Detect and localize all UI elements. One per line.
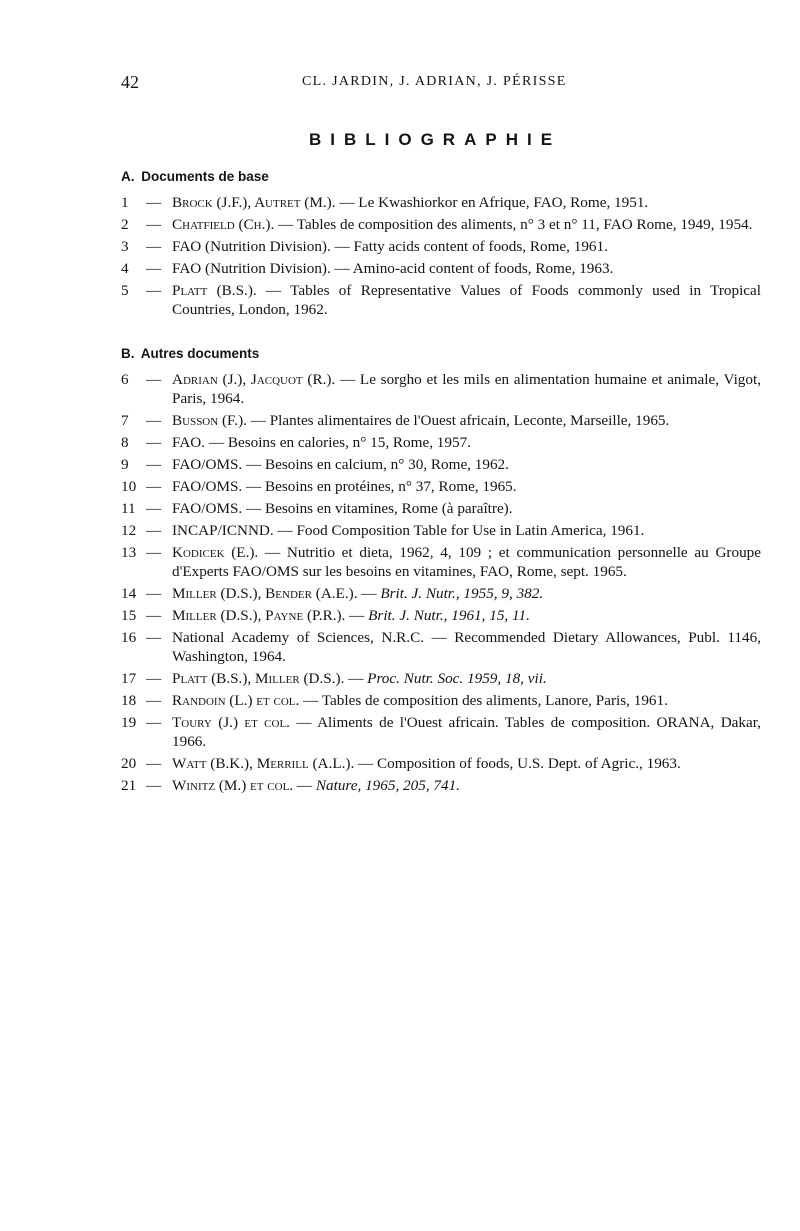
reference-number: 16 <box>121 629 137 646</box>
reference-item: 11 — FAO/OMS. — Besoins en vitamines, Rome (à paraître). <box>121 500 513 517</box>
reference-number: 1 <box>121 194 129 211</box>
page-title: BIBLIOGRAPHIE <box>308 130 562 149</box>
page-header <box>121 72 761 94</box>
reference-text: INCAP/ICNND. — Food Composition Table for Use in Latin America, 1961. <box>172 522 645 539</box>
reference-authors: Adrian (J.), Jacquot (R.). <box>172 371 336 388</box>
reference-authors: Watt (B.K.), Merrill (A.L.). <box>172 755 355 772</box>
reference-item: 10 — FAO/OMS. — Besoins en protéines, n° 37, Rome, 1965. <box>121 478 517 495</box>
reference-item: 6 — Adrian (J.), Jacquot (R.). — Le sorgho et les mils en alimentation humaine et animale, Vigot, Paris, 1964. <box>121 371 762 407</box>
reference-number: 10 <box>121 478 137 495</box>
reference-item: 16 — National Academy of Sciences, N.R.C. — Recommended Dietary Allowances, Publ. 1146, Washington, 1964. <box>121 629 761 665</box>
reference-text: Brit. J. Nutr., 1955, 9, 382. <box>380 585 544 602</box>
reference-authors: Miller (D.S.), Bender (A.E.). <box>172 585 358 602</box>
reference-list-b <box>121 370 761 798</box>
reference-text: Nature, 1965, 205, 741. <box>315 777 461 794</box>
reference-item: 4 — FAO (Nutrition Division). — Amino-acid content of foods, Rome, 1963. <box>121 260 614 277</box>
reference-number: 12 <box>121 522 137 539</box>
reference-authors: Miller (D.S.), Payne (P.R.). <box>172 607 346 624</box>
reference-number: 5 <box>121 282 129 299</box>
section-heading-text: Autres documents <box>140 346 260 361</box>
reference-number: 20 <box>121 755 137 772</box>
reference-text: Tables de composition des aliments, Lanore, Paris, 1961. <box>321 692 668 709</box>
reference-text: Aliments de l'Ouest africain. Tables de composition. ORANA, Dakar, 1966. <box>172 714 761 750</box>
reference-authors: Platt (B.S.). <box>172 282 257 299</box>
reference-item: 14 — Miller (D.S.), Bender (A.E.). — Brit. J. Nutr., 1955, 9, 382. <box>121 585 544 602</box>
reference-item: 12 — INCAP/ICNND. — Food Composition Table for Use in Latin America, 1961. <box>121 522 645 539</box>
section-heading-a <box>121 169 269 184</box>
reference-number: 21 <box>121 777 137 794</box>
reference-number: 3 <box>121 238 129 255</box>
reference-number: 14 <box>121 585 137 602</box>
reference-text: Plantes alimentaires de l'Ouest africain, Leconte, Marseille, 1965. <box>269 412 670 429</box>
reference-authors: Toury (J.) et col. <box>172 714 290 731</box>
reference-item: 8 — FAO. — Besoins en calories, n° 15, Rome, 1957. <box>121 434 471 451</box>
section-heading-text: Documents de base <box>141 169 269 184</box>
reference-item: 9 — FAO/OMS. — Besoins en calcium, n° 30, Rome, 1962. <box>121 456 509 473</box>
reference-number: 17 <box>121 670 137 687</box>
reference-text: Le Kwashiorkor en Afrique, FAO, Rome, 1951. <box>358 194 649 211</box>
reference-item: 7 — Busson (F.). — Plantes alimentaires de l'Ouest africain, Leconte, Marseille, 1965. <box>121 412 670 429</box>
reference-item: 1 — Brock (J.F.), Autret (M.). — Le Kwashiorkor en Afrique, FAO, Rome, 1951. <box>121 194 649 211</box>
reference-text: FAO/OMS. — Besoins en calcium, n° 30, Rome, 1962. <box>172 456 509 473</box>
reference-number: 2 <box>121 216 129 233</box>
reference-text: Proc. Nutr. Soc. 1959, 18, vii. <box>367 670 547 687</box>
reference-item: 3 — FAO (Nutrition Division). — Fatty acids content of foods, Rome, 1961. <box>121 238 608 255</box>
reference-authors: Kodicek (E.). <box>172 544 259 561</box>
reference-authors: Brock (J.F.), Autret (M.). <box>172 194 336 211</box>
reference-number: 9 <box>121 456 129 473</box>
reference-text: Tables of Representative Values of Foods commonly used in Tropical Countries, London, 1962. <box>172 282 761 318</box>
reference-text: Brit. J. Nutr., 1961, 15, 11. <box>368 607 530 624</box>
section-label: A. <box>121 169 135 184</box>
reference-item: 19 — Toury (J.) et col. — Aliments de l'Ouest africain. Tables de composition. ORANA, Dakar, 1966. <box>121 714 761 750</box>
reference-number: 19 <box>121 714 137 731</box>
section-label: B. <box>121 346 135 361</box>
running-head: CL. JARDIN, J. ADRIAN, J. PÉRISSE <box>302 74 567 89</box>
page-number: 42 <box>121 72 139 92</box>
reference-number: 11 <box>121 500 136 517</box>
reference-text: Tables de composition des aliments, n° 3 et n° 11, FAO Rome, 1949, 1954. <box>296 216 753 233</box>
reference-text: FAO/OMS. — Besoins en protéines, n° 37, Rome, 1965. <box>172 478 517 495</box>
reference-authors: Chatfield (Ch.). <box>172 216 275 233</box>
reference-number: 13 <box>121 544 137 561</box>
reference-text: Composition of foods, U.S. Dept. of Agric., 1963. <box>377 755 681 772</box>
reference-number: 4 <box>121 260 129 277</box>
reference-item: 21 — Winitz (M.) et col. — Nature, 1965, 205, 741. <box>121 777 461 794</box>
reference-authors: Winitz (M.) et col. <box>172 777 294 794</box>
reference-item: 15 — Miller (D.S.), Payne (P.R.). — Brit. J. Nutr., 1961, 15, 11. <box>121 607 530 624</box>
reference-item: 5 — Platt (B.S.). — Tables of Representative Values of Foods commonly used in Tropical Countries, London, 1962. <box>121 282 761 318</box>
reference-list-a <box>121 193 761 322</box>
reference-authors: Randoin (L.) et col. <box>172 692 300 709</box>
section-heading-b <box>121 346 259 361</box>
reference-text: FAO. — Besoins en calories, n° 15, Rome, 1957. <box>172 434 471 451</box>
reference-text: FAO (Nutrition Division). — Fatty acids content of foods, Rome, 1961. <box>172 238 608 255</box>
reference-number: 15 <box>121 607 137 624</box>
reference-item: 17 — Platt (B.S.), Miller (D.S.). — Proc. Nutr. Soc. 1959, 18, vii. <box>121 670 547 687</box>
reference-text: FAO (Nutrition Division). — Amino-acid content of foods, Rome, 1963. <box>172 260 614 277</box>
reference-item: 20 — Watt (B.K.), Merrill (A.L.). — Composition of foods, U.S. Dept. of Agric., 1963. <box>121 755 681 772</box>
reference-number: 8 <box>121 434 129 451</box>
reference-text: National Academy of Sciences, N.R.C. — Recommended Dietary Allowances, Publ. 1146, Washington, 1964. <box>172 629 761 665</box>
reference-text: Le sorgho et les mils en alimentation humaine et animale, Vigot, Paris, 1964. <box>172 371 762 407</box>
reference-authors: Busson (F.). <box>172 412 247 429</box>
reference-number: 18 <box>121 692 137 709</box>
reference-item: 18 — Randoin (L.) et col. — Tables de composition des aliments, Lanore, Paris, 1961. <box>121 692 668 709</box>
reference-number: 6 <box>121 371 129 388</box>
reference-text: Nutritio et dieta, 1962, 4, 109 ; et communication personnelle au Groupe d'Experts FAO/OMS sur les besoins en vitamines, FAO, Rome, sept. 1965. <box>172 544 761 580</box>
reference-item: 2 — Chatfield (Ch.). — Tables de composition des aliments, n° 3 et n° 11, FAO Rome, 1949, 1954. <box>121 216 753 233</box>
reference-text: FAO/OMS. — Besoins en vitamines, Rome (à paraître). <box>172 500 513 517</box>
reference-number: 7 <box>121 412 129 429</box>
reference-item: 13 — Kodicek (E.). — Nutritio et dieta, 1962, 4, 109 ; et communication personnelle au Groupe d'Experts FAO/OMS sur les besoins en vitamines, FAO, Rome, sept. 1965. <box>121 544 761 580</box>
reference-authors: Platt (B.S.), Miller (D.S.). <box>172 670 345 687</box>
